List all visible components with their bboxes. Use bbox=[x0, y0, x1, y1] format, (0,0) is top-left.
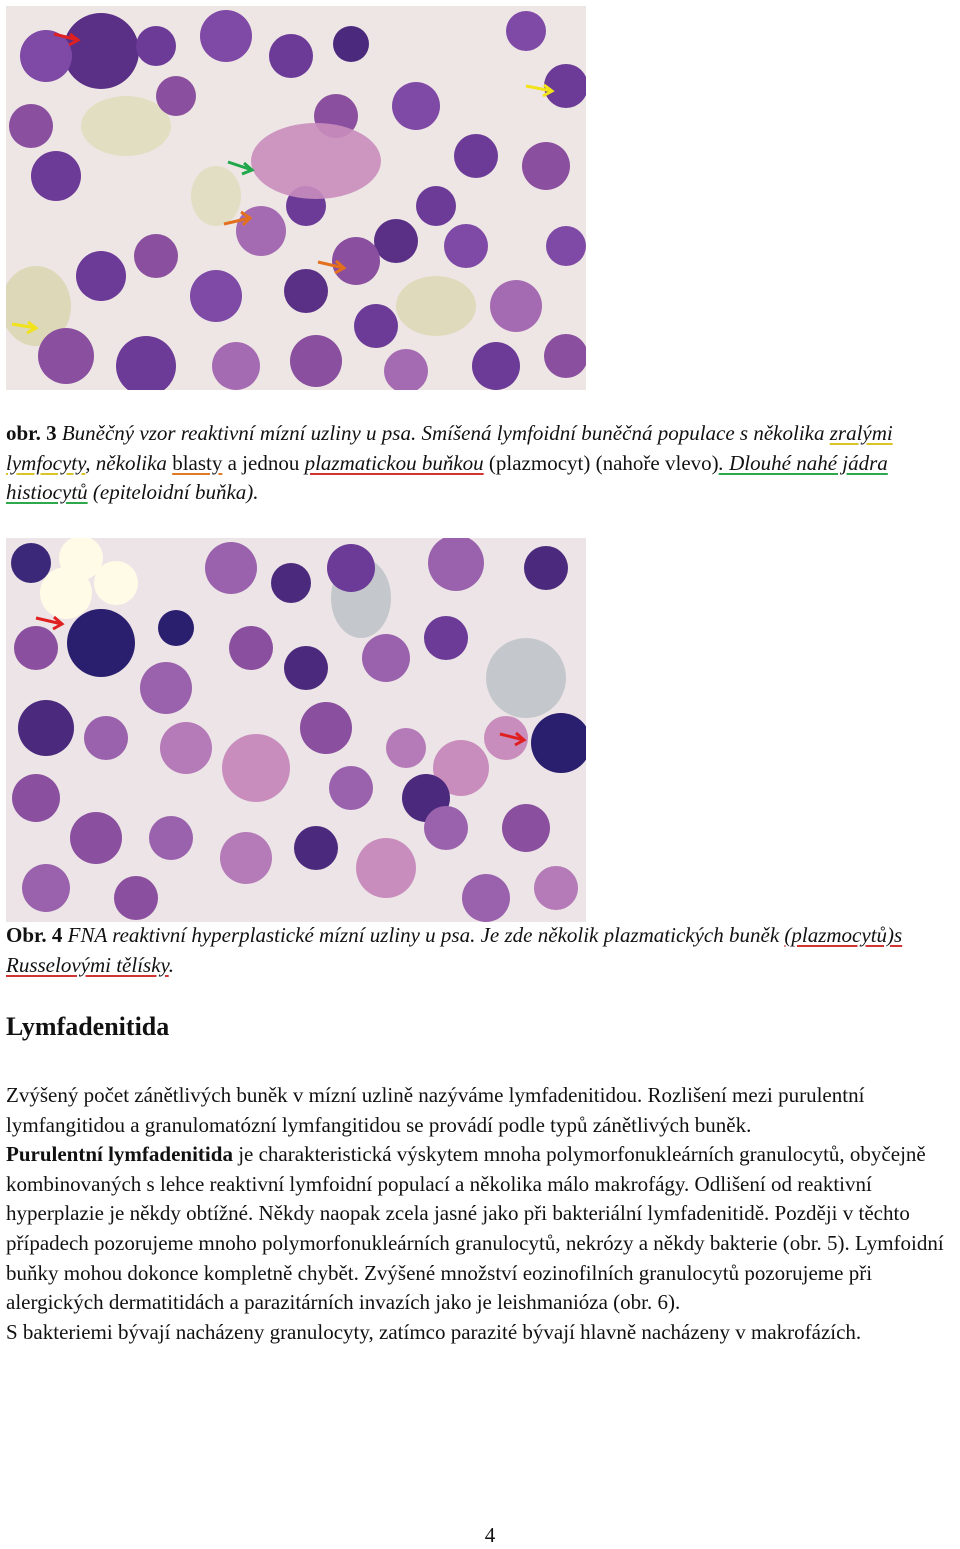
section-heading: Lymfadenitida bbox=[6, 1012, 170, 1041]
body-text bbox=[6, 1081, 960, 1347]
figure-4-caption: Obr. 4 FNA reaktivní hyperplastické mízní uzliny u psa. Je zde několik plazmatických buněk (plazmocytů)s Russelovými tělísky. bbox=[6, 923, 903, 977]
page-number: 4 bbox=[484, 1523, 496, 1547]
figure-4-label: Obr. 4 bbox=[6, 923, 63, 947]
figure-3-caption: obr. 3 Buněčný vzor reaktivní mízní uzliny u psa. Smíšená lymfoidní buněčná populace s několika zralými lymfocyty, několika blasty a jednou plazmatickou buňkou (plazmocyt) (nahoře vlevo). Dlouhé nahé jádra histiocytů (epiteloidní buňka). bbox=[6, 421, 893, 504]
figure-3-micrograph bbox=[6, 6, 586, 390]
paragraph-2: Purulentní lymfadenitida je charakteristická výskytem mnoha polymorfonukleárních granulocytů, obyčejně kombinovaných s lehce reaktivní lymfoidní populací a několika málo makrofágy. Odlišení od reaktivní hyperplazie je někdy obtížné. Někdy naopak zcela jasné jako při bakteriální lymfadenitidě. Později v těchto případech pozorujeme mnoho polymorfonukleárních granulocytů, nekrózy a někdy bakterie (obr. 5). Lymfoidní buňky mohou dokonce kompletně chybět. Zvýšené množství eozinofilních granulocytů pozorujeme při alergických dermatitidách a parazitárních invazích jako je leishmanióza (obr. 6). bbox=[6, 1142, 944, 1315]
paragraph-3: S bakteriemi bývají nacházeny granulocyty, zatímco parazité bývají hlavně nacházeny v makrofázích. bbox=[6, 1319, 862, 1344]
figure-4-micrograph bbox=[6, 538, 586, 922]
figure-3-label: obr. 3 bbox=[6, 421, 57, 445]
paragraph-1: Zvýšený počet zánětlivých buněk v mízní uzlině nazýváme lymfadenitidou. Rozlišení mezi purulentní lymfangitidou a granulomatózní lymfangitidou se provádí podle typů zánětlivých buněk. bbox=[6, 1083, 865, 1137]
